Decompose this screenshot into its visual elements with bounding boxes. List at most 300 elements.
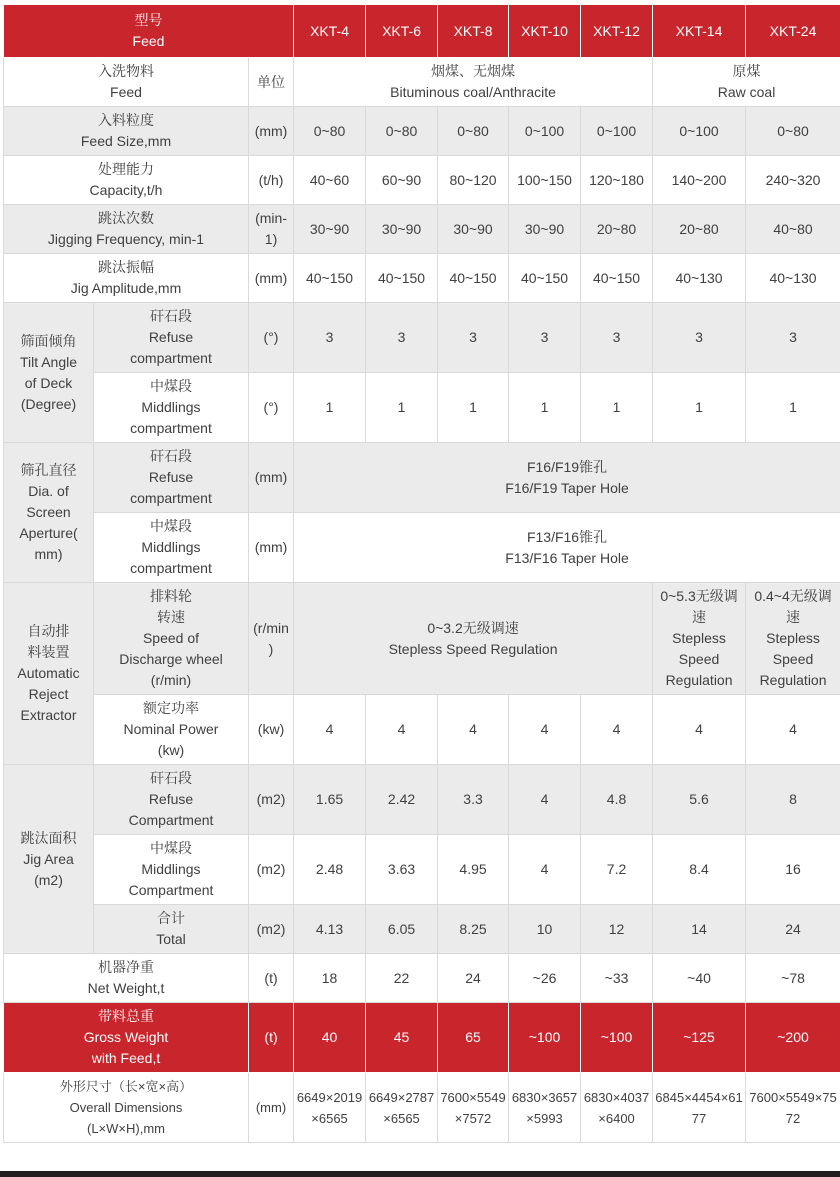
row-label-cell — [94, 513, 249, 583]
text-line: (L×W×H),mm — [87, 1121, 165, 1136]
value-cell — [366, 156, 438, 205]
text-line: compartment — [130, 350, 212, 366]
value-cell — [366, 765, 438, 835]
value-cell — [438, 156, 509, 205]
value-cell — [653, 254, 746, 303]
text-line: mm) — [34, 546, 63, 562]
text-line: Reject — [28, 686, 69, 702]
text-line: (Degree) — [20, 395, 77, 412]
value-cell — [653, 1003, 746, 1073]
text-line: 1 — [540, 399, 549, 415]
text-line: 矸石段 — [150, 448, 192, 464]
text-line: (r/min) — [150, 672, 192, 688]
text-line: Stepless Speed Regulation — [388, 640, 558, 657]
text-line: 中煤段 — [150, 378, 192, 394]
value-cell — [581, 835, 653, 905]
text-line: 14 — [691, 920, 707, 937]
spec-row — [4, 1003, 840, 1073]
spec-row — [4, 905, 840, 954]
row-label-cell — [4, 156, 249, 205]
group-label-cell — [4, 765, 94, 954]
text-line: 0~80 — [385, 122, 418, 139]
text-line: ~200 — [777, 1029, 809, 1045]
spec-row — [4, 373, 840, 443]
text-line: 60~90 — [381, 171, 422, 188]
value-cell — [438, 954, 509, 1003]
text-line: Tilt Angle — [19, 353, 78, 370]
text-line: Refuse — [148, 791, 194, 807]
value-cell — [509, 205, 581, 254]
text-line: 外形尺寸（长×宽×高） — [59, 1079, 193, 1094]
text-line: 转速 — [157, 609, 185, 625]
value-cell — [653, 905, 746, 954]
text-line: Middlings — [141, 399, 201, 415]
unit-cell — [249, 107, 294, 156]
value-cell — [366, 303, 438, 373]
value-cell — [746, 765, 840, 835]
text-line: 6.05 — [387, 920, 416, 937]
text-line: Refuse — [148, 469, 194, 485]
text-line: 30~90 — [381, 220, 422, 237]
text-line: 4.8 — [606, 791, 627, 807]
spec-row — [4, 695, 840, 765]
value-cell — [653, 695, 746, 765]
unit-cell — [249, 443, 294, 513]
value-cell — [746, 303, 840, 373]
text-line: 240~320 — [765, 171, 821, 188]
text-line: 1 — [695, 399, 703, 415]
text-line: 0~3.2无级调速 — [427, 619, 519, 636]
text-line: Aperture( — [19, 525, 78, 541]
text-line: (mm) — [254, 469, 288, 485]
text-line: Speed — [772, 651, 814, 667]
text-line: ~100 — [600, 1029, 633, 1045]
value-cell — [366, 254, 438, 303]
text-line: 100~150 — [517, 171, 572, 188]
value-cell — [581, 1003, 653, 1073]
text-line: 30~90 — [524, 220, 565, 237]
spec-table-body — [4, 5, 840, 1143]
value-cell — [581, 254, 653, 303]
model-column-header: XKT-10 — [509, 5, 581, 58]
text-line: 排料轮 — [150, 588, 192, 604]
group-label-cell — [4, 583, 94, 765]
value-cell — [438, 107, 509, 156]
value-cell — [746, 695, 840, 765]
text-line: (t) — [264, 969, 278, 986]
text-line: Stepless — [672, 630, 726, 646]
unit-cell — [249, 205, 294, 254]
text-line: 入洗物料 — [98, 63, 154, 79]
text-line: 3 — [469, 329, 477, 345]
text-line: 料装置 — [27, 644, 70, 660]
row-label-cell — [4, 1003, 249, 1073]
text-line: 2.42 — [387, 791, 416, 807]
text-line: 中煤段 — [150, 518, 192, 534]
text-line: ~40 — [687, 969, 711, 986]
text-line: 65 — [465, 1029, 481, 1045]
text-line: 40 — [321, 1029, 338, 1045]
value-cell — [438, 303, 509, 373]
group-label-cell — [4, 443, 94, 583]
text-line: 45 — [393, 1029, 410, 1045]
model-column-header: XKT-6 — [366, 5, 438, 58]
value-cell — [746, 156, 840, 205]
unit-cell — [249, 905, 294, 954]
value-cell — [366, 695, 438, 765]
text-line: Stepless — [766, 630, 820, 646]
value-cell — [366, 835, 438, 905]
text-line: 跳汰面积 — [20, 829, 77, 846]
value-cell — [294, 905, 366, 954]
text-line: 额定功率 — [143, 700, 199, 716]
value-cell — [438, 205, 509, 254]
model-column-header: XKT-12 — [581, 5, 653, 58]
value-cell — [653, 765, 746, 835]
text-line: ~33 — [604, 969, 629, 986]
text-line: 1 — [469, 399, 477, 415]
text-line: 单位 — [257, 73, 286, 90]
text-line: (m2) — [256, 861, 286, 877]
text-line: Speed of — [142, 630, 200, 646]
value-cell — [366, 905, 438, 954]
text-line: (kw) — [157, 742, 185, 758]
text-line: 型号 — [134, 12, 163, 28]
text-line: 40~150 — [305, 269, 354, 286]
text-line: 20~80 — [679, 220, 719, 237]
text-line: 22 — [393, 969, 410, 986]
text-line: Regulation — [759, 672, 827, 688]
value-cell — [653, 156, 746, 205]
text-line: (°) — [263, 399, 279, 415]
text-line: 中煤段 — [150, 840, 192, 856]
value-cell — [366, 107, 438, 156]
row-label-cell — [4, 205, 249, 254]
spec-row — [4, 583, 840, 695]
unit-cell — [249, 1003, 294, 1073]
table-title-cell — [4, 5, 294, 58]
value-cell — [294, 1073, 366, 1143]
text-line: 2.48 — [315, 861, 344, 877]
text-line: 4 — [540, 721, 549, 737]
spec-row — [4, 58, 840, 107]
value-cell — [366, 373, 438, 443]
value-cell — [581, 954, 653, 1003]
text-line: 机器净重 — [98, 959, 154, 975]
value-cell — [746, 1003, 840, 1073]
value-cell — [438, 905, 509, 954]
unit-cell — [249, 156, 294, 205]
value-cell — [509, 954, 581, 1003]
text-line: compartment — [130, 560, 212, 576]
row-label-cell — [4, 1073, 249, 1143]
text-line: Feed — [110, 84, 142, 100]
value-cell — [366, 954, 438, 1003]
value-cell — [581, 695, 653, 765]
row-label-cell — [4, 954, 249, 1003]
text-line: 24 — [785, 920, 801, 937]
unit-cell — [249, 373, 294, 443]
text-line: 40~130 — [675, 269, 723, 286]
text-line: (t) — [264, 1029, 278, 1045]
text-line: ~125 — [683, 1029, 715, 1045]
value-cell — [438, 1003, 509, 1073]
value-cell — [509, 695, 581, 765]
spec-row — [4, 1073, 840, 1143]
text-line: Gross Weight — [83, 1029, 169, 1045]
row-label-cell — [94, 303, 249, 373]
value-cell — [509, 254, 581, 303]
text-line: compartment — [130, 420, 212, 436]
text-line: 140~200 — [671, 171, 727, 188]
value-cell — [746, 905, 840, 954]
value-cell — [581, 156, 653, 205]
spec-row — [4, 513, 840, 583]
value-cell — [366, 1073, 438, 1143]
text-line: 带料总重 — [98, 1008, 154, 1024]
text-line: ~26 — [532, 969, 557, 986]
text-line: 6649×2019×6565 — [296, 1089, 363, 1126]
model-column-header: XKT-24 — [746, 5, 840, 58]
text-line: Automatic — [17, 665, 80, 681]
value-cell — [509, 373, 581, 443]
unit-cell — [249, 765, 294, 835]
text-line: 0~100 — [679, 122, 719, 139]
text-line: Middlings — [141, 861, 201, 877]
row-label-cell — [4, 107, 249, 156]
text-line: 6649×2787×6565 — [368, 1089, 435, 1126]
unit-cell — [249, 583, 294, 695]
value-cell — [581, 1073, 653, 1143]
text-line: 40~60 — [309, 171, 350, 188]
text-line: 烟煤、无烟煤 — [431, 63, 516, 79]
value-cell — [294, 156, 366, 205]
row-label-cell — [94, 765, 249, 835]
value-cell — [509, 156, 581, 205]
text-line: Feed — [132, 33, 165, 49]
value-cell — [294, 107, 366, 156]
text-line: 12 — [608, 920, 625, 937]
value-cell — [653, 58, 840, 107]
value-cell — [653, 205, 746, 254]
spec-row — [4, 443, 840, 513]
value-cell — [438, 695, 509, 765]
value-cell — [746, 1073, 840, 1143]
text-line: F16/F19锥孔 — [526, 458, 608, 475]
value-cell — [509, 1003, 581, 1073]
value-cell — [509, 107, 581, 156]
value-cell — [746, 583, 840, 695]
text-line: 6845×4454×6177 — [655, 1089, 743, 1126]
text-line: Regulation — [665, 672, 733, 688]
spec-row — [4, 303, 840, 373]
text-line: 0~100 — [524, 122, 565, 139]
text-line: 3 — [397, 329, 406, 345]
text-line: 7600×5549×7572 — [440, 1089, 506, 1126]
value-cell — [746, 373, 840, 443]
value-cell — [581, 373, 653, 443]
text-line: 40~150 — [592, 269, 641, 286]
text-line: 4 — [469, 721, 477, 737]
text-line: 筛面倾角 — [20, 332, 77, 349]
text-line: 0~80 — [457, 122, 489, 139]
text-line: Capacity,t/h — [89, 182, 163, 198]
unit-cell — [249, 58, 294, 107]
text-line: 6830×4037×6400 — [583, 1089, 650, 1126]
value-cell — [294, 765, 366, 835]
text-line: 1 — [325, 399, 334, 415]
text-line: (kw) — [257, 721, 285, 737]
text-line: 跳汰次数 — [98, 210, 154, 226]
value-cell — [653, 835, 746, 905]
text-line: Screen — [26, 504, 71, 520]
text-line: (°) — [263, 329, 279, 345]
unit-cell — [249, 1073, 294, 1143]
text-line: 7600×5549×7572 — [749, 1089, 837, 1126]
row-label-cell — [94, 835, 249, 905]
text-line: 0~5.3无级调速 — [660, 588, 738, 625]
text-line: 4 — [612, 721, 621, 737]
group-label-cell — [4, 303, 94, 443]
value-cell — [294, 513, 840, 583]
value-cell — [438, 254, 509, 303]
text-line: Extractor — [20, 707, 77, 723]
text-line: 4.13 — [315, 920, 344, 937]
unit-cell — [249, 303, 294, 373]
value-cell — [438, 1073, 509, 1143]
text-line: F13/F16锥孔 — [526, 528, 608, 545]
value-cell — [438, 835, 509, 905]
text-line: compartment — [130, 490, 212, 506]
text-line: 原煤 — [732, 63, 761, 79]
row-label-cell — [94, 583, 249, 695]
text-line: ~78 — [781, 969, 805, 986]
text-line: F16/F19 Taper Hole — [505, 479, 629, 496]
value-cell — [746, 205, 840, 254]
value-cell — [509, 835, 581, 905]
text-line: 6830×3657×5993 — [511, 1089, 578, 1126]
text-line: 8.25 — [459, 920, 487, 937]
text-line: 跳汰振幅 — [98, 259, 154, 275]
value-cell — [653, 107, 746, 156]
model-column-header: XKT-14 — [653, 5, 746, 58]
value-cell — [653, 303, 746, 373]
text-line: (m2) — [34, 871, 63, 888]
text-line: 40~150 — [520, 269, 569, 286]
text-line: 4 — [325, 721, 334, 737]
value-cell — [509, 1073, 581, 1143]
text-line: 3 — [612, 329, 621, 345]
value-cell — [294, 1003, 366, 1073]
value-cell — [581, 765, 653, 835]
text-line: 4 — [540, 861, 549, 877]
text-line: 7.2 — [606, 861, 627, 877]
value-cell — [746, 954, 840, 1003]
text-line: 3 — [695, 329, 703, 345]
text-line: 40~150 — [377, 269, 426, 286]
value-cell — [581, 303, 653, 373]
text-line: Dia. of — [28, 483, 69, 499]
value-cell — [438, 373, 509, 443]
text-line: 4 — [540, 791, 549, 807]
text-line: 0.4~4无级调速 — [754, 588, 832, 625]
value-cell — [509, 303, 581, 373]
text-line: 合计 — [157, 910, 185, 926]
text-line: 3 — [789, 329, 797, 345]
value-cell — [294, 583, 653, 695]
text-line: 20~80 — [596, 220, 637, 237]
row-label-cell — [4, 254, 249, 303]
text-line: ~100 — [528, 1029, 561, 1045]
unit-cell — [249, 254, 294, 303]
value-cell — [294, 443, 840, 513]
value-cell — [294, 205, 366, 254]
text-line: (m2) — [256, 791, 286, 807]
text-line: 4 — [397, 721, 406, 737]
text-line: (mm) — [254, 539, 288, 555]
value-cell — [653, 583, 746, 695]
value-cell — [581, 107, 653, 156]
text-line: Nominal Power — [123, 721, 219, 737]
value-cell — [746, 835, 840, 905]
unit-cell — [249, 954, 294, 1003]
text-line: Net Weight,t — [87, 980, 165, 996]
text-line: Raw coal — [717, 84, 776, 100]
text-line: 10 — [536, 920, 553, 937]
text-line: Speed — [678, 651, 720, 667]
text-line: 40~130 — [769, 269, 817, 286]
model-column-header: XKT-4 — [294, 5, 366, 58]
text-line: 80~120 — [449, 171, 497, 188]
text-line: Discharge wheel — [119, 651, 223, 667]
value-cell — [438, 765, 509, 835]
value-cell — [294, 373, 366, 443]
text-line: Middlings — [141, 539, 201, 555]
text-line: Total — [156, 931, 186, 947]
jig-spec-table — [3, 4, 840, 1143]
value-cell — [653, 954, 746, 1003]
text-line: (mm) — [254, 122, 288, 139]
spec-row — [4, 254, 840, 303]
text-line: 矸石段 — [150, 308, 192, 324]
text-line: 24 — [465, 969, 481, 986]
spec-row — [4, 954, 840, 1003]
spec-row — [4, 107, 840, 156]
spec-row — [4, 765, 840, 835]
text-line: Jig Area — [23, 850, 74, 867]
text-line: 1 — [789, 399, 797, 415]
text-line: 8 — [789, 791, 797, 807]
text-line: Feed Size,mm — [80, 133, 172, 149]
text-line: 4 — [695, 721, 703, 737]
unit-cell — [249, 695, 294, 765]
text-line: Jigging Frequency, min-1 — [47, 231, 205, 247]
text-line: 1) — [264, 231, 278, 247]
text-line: Bituminous coal/Anthracite — [390, 84, 556, 100]
text-line: F13/F16 Taper Hole — [505, 549, 629, 566]
text-line: 3 — [325, 329, 334, 345]
text-line: Compartment — [128, 812, 214, 828]
spec-row — [4, 205, 840, 254]
text-line: with Feed,t — [91, 1050, 161, 1066]
value-cell — [366, 205, 438, 254]
text-line: (t/h) — [258, 171, 284, 188]
text-line: 4 — [789, 721, 797, 737]
value-cell — [746, 107, 840, 156]
text-line: 3.63 — [387, 861, 416, 877]
row-label-cell — [4, 58, 249, 107]
text-line: 5.6 — [689, 791, 709, 807]
